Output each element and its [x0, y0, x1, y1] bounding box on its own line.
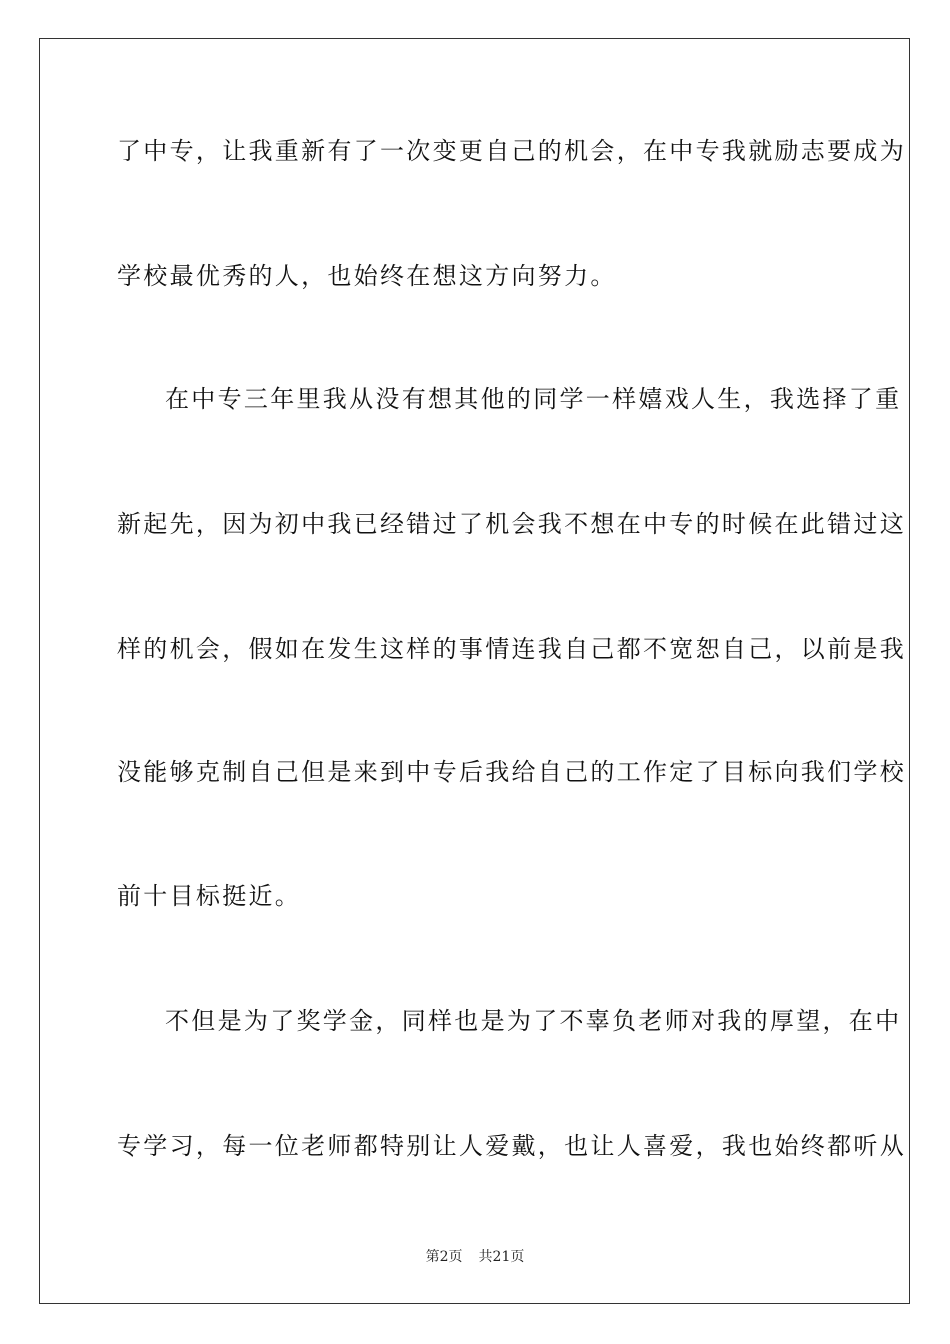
body-text-line: 了中专，让我重新有了一次变更自己的机会，在中专我就励志要成为: [117, 137, 906, 165]
paragraph-start-line: 不但是为了奖学金，同样也是为了不辜负老师对我的厚望，在中: [165, 1007, 902, 1035]
page-number-current: 第2页: [425, 1249, 463, 1265]
body-text-line: 学校最优秀的人，也始终在想这方向努力。: [117, 262, 617, 290]
paragraph-start-line: 在中专三年里我从没有想其他的同学一样嬉戏人生，我选择了重: [165, 385, 902, 413]
body-text-line: 样的机会，假如在发生这样的事情连我自己都不宽恕自己，以前是我: [117, 635, 906, 663]
body-text-line: 没能够克制自己但是来到中专后我给自己的工作定了目标向我们学校: [117, 758, 906, 786]
page-number-total: 共21页: [478, 1249, 525, 1265]
page-footer: [0, 1246, 950, 1266]
page-border: [39, 38, 910, 1304]
body-text-line: 专学习，每一位老师都特别让人爱戴，也让人喜爱，我也始终都听从: [117, 1132, 906, 1160]
body-text-line: 新起先，因为初中我已经错过了机会我不想在中专的时候在此错过这: [117, 510, 906, 538]
body-text-line: 前十目标挺近。: [117, 882, 302, 910]
